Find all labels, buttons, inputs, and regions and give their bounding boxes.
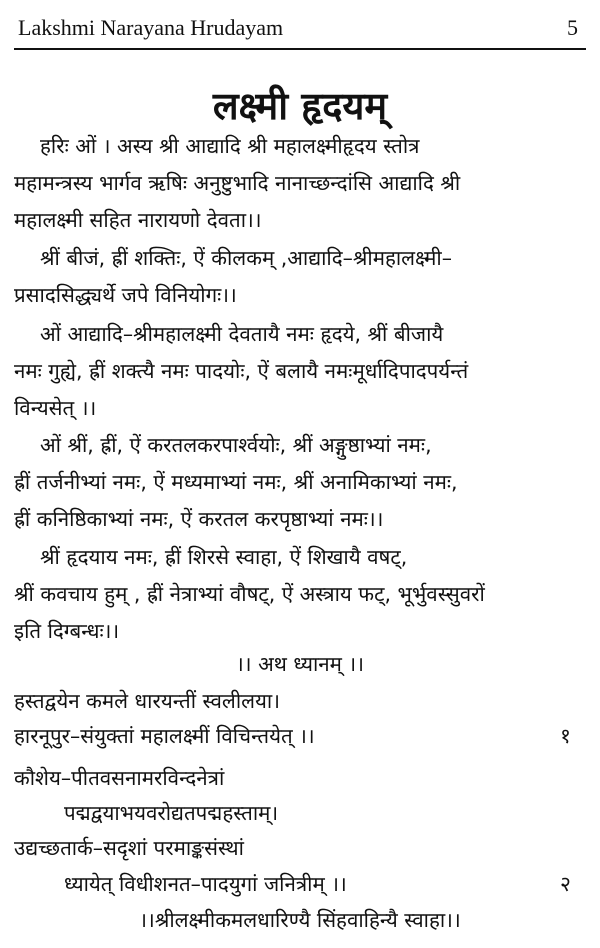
text-line: श्रीं बीजं, ह्रीं शक्तिः, ऐं कीलकम् ,आद्यादि–श्रीमहालक्ष्मी– xyxy=(40,246,452,270)
text-line: ह्रीं कनिष्ठिकाभ्यां नमः, ऐं करतल करपृष्ठाभ्यां नमः।। xyxy=(14,507,384,531)
text-line: महालक्ष्मी सहित नारायणो देवता।। xyxy=(14,208,262,232)
text-line: प्रसादसिद्ध्यर्थे जपे विनियोगः।। xyxy=(14,283,237,307)
text-line: इति दिग्बन्धः।। xyxy=(14,619,120,643)
text-line: श्रीं हृदयाय नमः, ह्रीं शिरसे स्वाहा, ऐं शिखायै वषट्, xyxy=(40,545,408,569)
verse-1-line-2: हारनूपुर–संयुक्तां महालक्ष्मीं विचिन्तयेत् ।। xyxy=(14,724,315,748)
verse-2-line-2: पद्मद्वयाभयवरोद्यतपद्महस्ताम्। xyxy=(64,801,279,825)
text-line: महामन्त्रस्य भार्गव ऋषिः अनुष्टुभादि नानाच्छन्दांसि आद्यादि श्री xyxy=(14,171,461,195)
book-title: Lakshmi Narayana Hrudayam xyxy=(18,15,284,40)
text-line: ह्रीं तर्जनीभ्यां नमः, ऐं मध्यमाभ्यां नमः, श्रीं अनामिकाभ्यां नमः, xyxy=(14,470,458,494)
text-line: ओं आद्यादि–श्रीमहालक्ष्मी देवतायै नमः हृदये, श्रीं बीजायै xyxy=(40,322,444,346)
paragraph-nyasa xyxy=(14,316,586,427)
page-number: 5 xyxy=(567,15,578,40)
section-heading: लक्ष्मी हृदयम् xyxy=(212,84,388,128)
verse-1-number: १ xyxy=(560,724,571,748)
text-line: श्रीं कवचाय हुम् , ह्रीं नेत्राभ्यां वौषट्, ऐं अस्त्राय फट्, भूर्भुवस्सुवरों xyxy=(14,582,485,606)
page-header xyxy=(14,8,586,50)
verse-2-number: २ xyxy=(560,872,571,896)
verse-2-line-1: कौशेय–पीतवसनामरविन्दनेत्रां xyxy=(14,766,225,790)
paragraph-viniyoga xyxy=(14,240,586,314)
paragraph-hridayadi-nyasa xyxy=(14,539,586,650)
verse-2-line-3: उद्यच्छतार्क–सदृशां परमाङ्कसंस्थां xyxy=(14,836,244,860)
verse-2-line-4: ध्यायेत् विधीशनत–पादयुगां जनित्रीम् ।। xyxy=(64,872,347,896)
paragraph-karanyasa xyxy=(14,427,586,538)
verse-1-line-1: हस्तद्वयेन कमले धारयन्तीं स्वलीलया। xyxy=(14,689,280,713)
text-line: नमः गुह्ये, ह्रीं शक्त्यै नमः पादयोः, ऐं बलायै नमःमूर्धादिपादपर्यन्तं xyxy=(14,359,469,383)
dhyanam-title: ।। अथ ध्यानम् ।। xyxy=(236,652,364,676)
text-line: हरिः ओं । अस्य श्री आद्यादि श्री महालक्ष्मीहृदय स्तोत्र xyxy=(40,134,420,158)
paragraph-invocation xyxy=(14,128,586,239)
text-line: ओं श्रीं, ह्रीं, ऐं करतलकरपार्श्वयोः, श्रीं अङ्गुष्ठाभ्यां नमः, xyxy=(40,433,432,457)
text-line: विन्यसेत् ।। xyxy=(14,396,97,420)
closing-mantra: ।।श्रीलक्ष्मीकमलधारिण्यै सिंहवाहिन्यै स्वाहा।। xyxy=(139,908,461,932)
